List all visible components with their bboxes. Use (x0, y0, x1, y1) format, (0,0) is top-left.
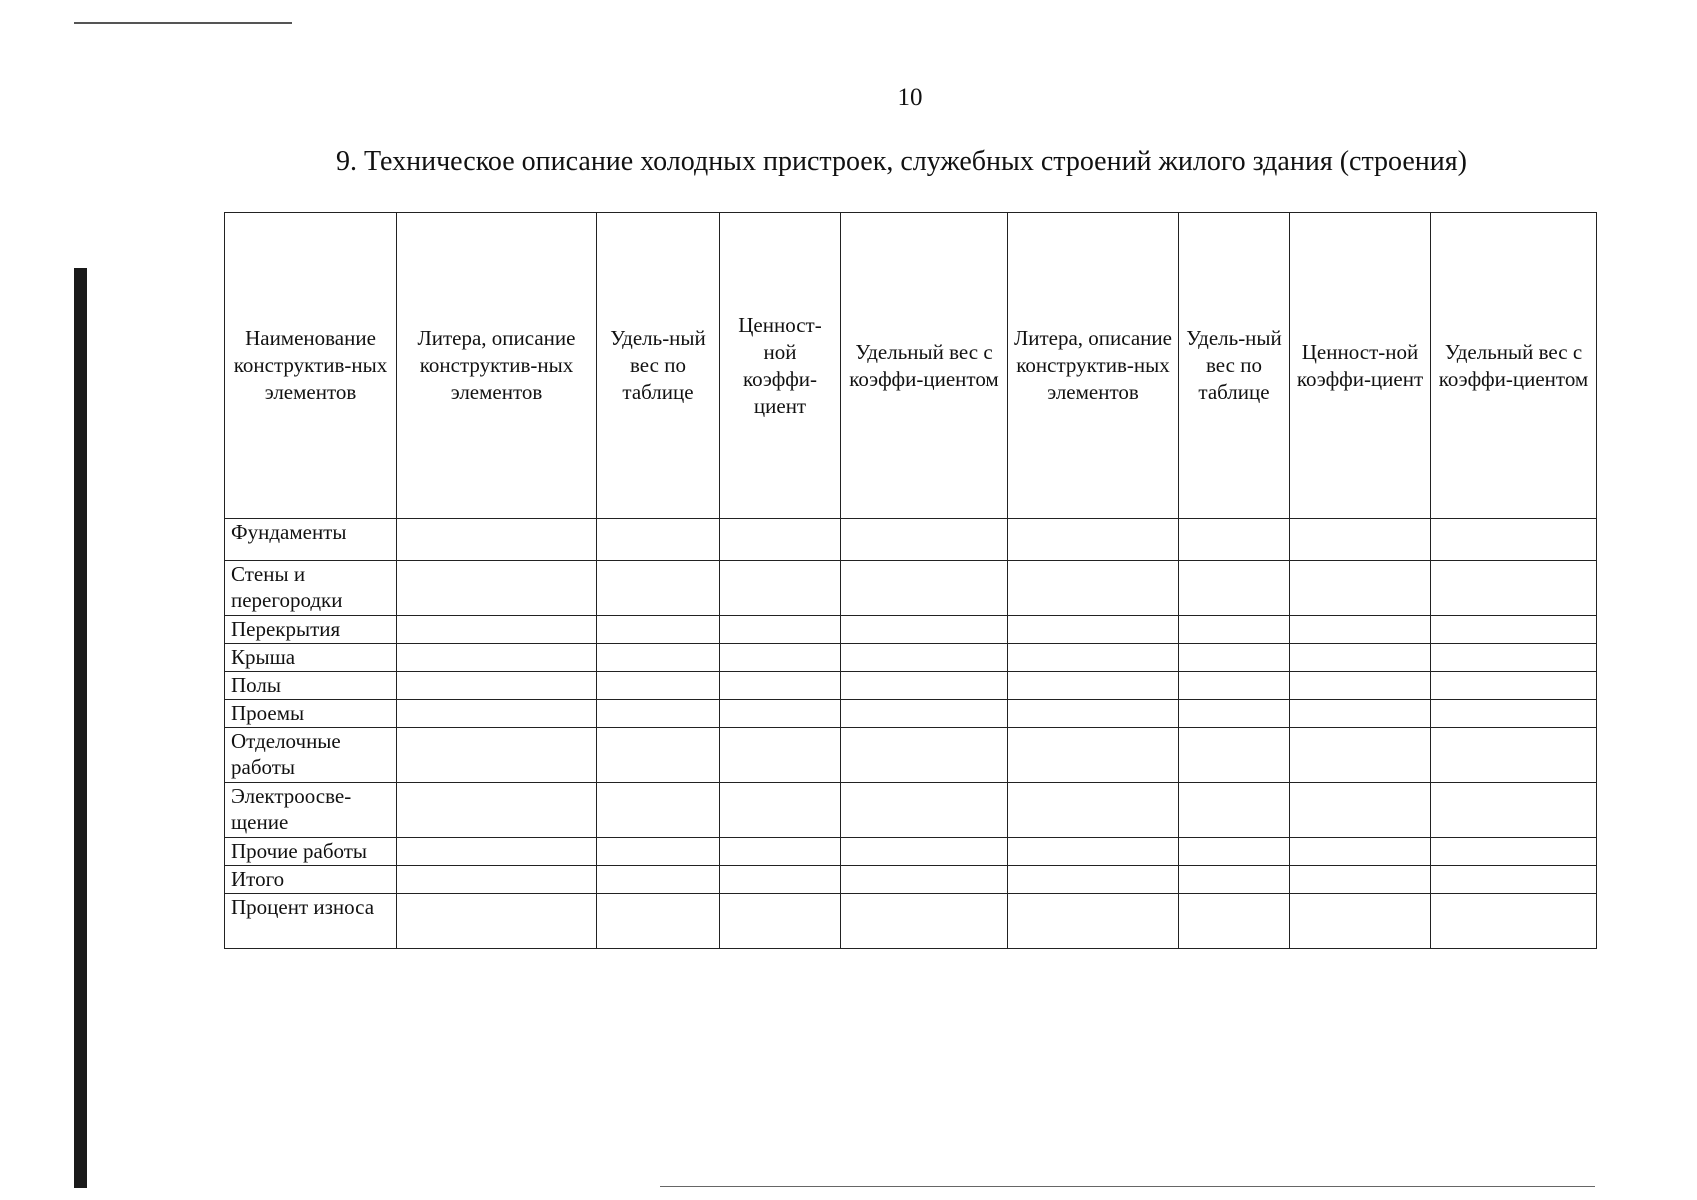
table-cell[interactable] (1290, 728, 1431, 783)
bottom-rule (660, 1186, 1595, 1187)
table-cell[interactable] (841, 672, 1008, 700)
table-cell[interactable] (1431, 616, 1597, 644)
header-specific-weight-table-2: Удель-ный вес по таблице (1179, 213, 1290, 519)
table-cell[interactable] (1008, 672, 1179, 700)
table-cell[interactable] (720, 894, 841, 949)
table-cell[interactable] (397, 616, 597, 644)
row-label-openings: Проемы (225, 700, 397, 728)
table-cell[interactable] (597, 519, 720, 561)
table-cell[interactable] (1179, 728, 1290, 783)
table-cell[interactable] (1179, 866, 1290, 894)
table-cell[interactable] (1179, 838, 1290, 866)
table-cell[interactable] (597, 728, 720, 783)
table-cell[interactable] (720, 728, 841, 783)
table-cell[interactable] (1179, 644, 1290, 672)
technical-description-table (224, 212, 1597, 949)
table-cell[interactable] (1290, 644, 1431, 672)
table-cell[interactable] (1179, 783, 1290, 838)
table-cell[interactable] (397, 700, 597, 728)
table-cell[interactable] (1431, 728, 1597, 783)
table-cell[interactable] (1431, 561, 1597, 616)
table-row (225, 894, 1597, 949)
table-cell[interactable] (720, 700, 841, 728)
table-cell[interactable] (1008, 894, 1179, 949)
row-label-electric-lighting: Электроосве-щение (225, 783, 397, 838)
table-cell[interactable] (597, 561, 720, 616)
table-cell[interactable] (1008, 783, 1179, 838)
table-cell[interactable] (841, 838, 1008, 866)
header-litera-description-1: Литера, описание конструктив-ных элементов (397, 213, 597, 519)
binding-edge (74, 268, 87, 1188)
table-cell[interactable] (397, 644, 597, 672)
table-cell[interactable] (1008, 700, 1179, 728)
table-cell[interactable] (397, 672, 597, 700)
table-row (225, 644, 1597, 672)
header-value-coefficient-1: Ценност-ной коэффи-циент (720, 213, 841, 519)
table-cell[interactable] (1431, 519, 1597, 561)
table-cell[interactable] (720, 866, 841, 894)
header-specific-weight-table-1: Удель-ный вес по таблице (597, 213, 720, 519)
table-cell[interactable] (1431, 838, 1597, 866)
row-label-roof: Крыша (225, 644, 397, 672)
table-cell[interactable] (397, 561, 597, 616)
row-label-walls-partitions: Стены и перегородки (225, 561, 397, 616)
table-cell[interactable] (1179, 894, 1290, 949)
table-cell[interactable] (1008, 866, 1179, 894)
table-cell[interactable] (1431, 700, 1597, 728)
table-row (225, 866, 1597, 894)
table-row (225, 672, 1597, 700)
table-cell[interactable] (720, 838, 841, 866)
table-cell[interactable] (1431, 783, 1597, 838)
table-cell[interactable] (1431, 894, 1597, 949)
table-cell[interactable] (1179, 672, 1290, 700)
header-weighted-specific-weight-1: Удельный вес с коэффи-циентом (841, 213, 1008, 519)
table-cell[interactable] (720, 616, 841, 644)
table-cell[interactable] (397, 866, 597, 894)
header-row (225, 213, 1597, 519)
table-cell[interactable] (720, 672, 841, 700)
table-cell[interactable] (597, 866, 720, 894)
table-cell[interactable] (397, 894, 597, 949)
table-cell[interactable] (1290, 838, 1431, 866)
page-number: 10 (897, 84, 923, 111)
table-cell[interactable] (1431, 672, 1597, 700)
section-title: 9. Техническое описание холодных пристроек, служебных строений жилого здания (строения) (336, 146, 1467, 177)
table-row (225, 561, 1597, 616)
table-cell[interactable] (1008, 561, 1179, 616)
header-litera-description-2: Литера, описание конструктив-ных элементов (1008, 213, 1179, 519)
table-cell[interactable] (397, 838, 597, 866)
table-cell[interactable] (1290, 561, 1431, 616)
table-cell[interactable] (841, 866, 1008, 894)
row-label-floors-ceilings: Перекрытия (225, 616, 397, 644)
table-cell[interactable] (720, 783, 841, 838)
table-cell[interactable] (1008, 838, 1179, 866)
table-cell[interactable] (1431, 866, 1597, 894)
table-row (225, 616, 1597, 644)
table-cell[interactable] (597, 894, 720, 949)
table-cell[interactable] (1008, 728, 1179, 783)
table-cell[interactable] (1290, 783, 1431, 838)
header-value-coefficient-2: Ценност-ной коэффи-циент (1290, 213, 1431, 519)
table-cell[interactable] (1008, 519, 1179, 561)
table-cell[interactable] (841, 616, 1008, 644)
table-row (225, 519, 1597, 561)
table-cell[interactable] (1431, 644, 1597, 672)
table-cell[interactable] (720, 561, 841, 616)
table-cell[interactable] (1008, 644, 1179, 672)
table-cell[interactable] (1290, 700, 1431, 728)
table-cell[interactable] (397, 519, 597, 561)
table-row (225, 700, 1597, 728)
technical-description-table-wrapper (224, 212, 1596, 949)
header-element-name: Наименование конструктив-ных элементов (225, 213, 397, 519)
table-cell[interactable] (597, 838, 720, 866)
table-cell[interactable] (397, 728, 597, 783)
table-cell[interactable] (1179, 519, 1290, 561)
row-label-total: Итого (225, 866, 397, 894)
table-cell[interactable] (597, 700, 720, 728)
table-row (225, 783, 1597, 838)
table-cell[interactable] (841, 700, 1008, 728)
table-cell[interactable] (1290, 672, 1431, 700)
row-label-finishing-works: Отделочные работы (225, 728, 397, 783)
table-cell[interactable] (1290, 866, 1431, 894)
table-cell[interactable] (841, 728, 1008, 783)
table-cell[interactable] (1290, 519, 1431, 561)
table-cell[interactable] (1290, 894, 1431, 949)
table-cell[interactable] (720, 644, 841, 672)
header-weighted-specific-weight-2: Удельный вес с коэффи-циентом (1431, 213, 1597, 519)
table-cell[interactable] (841, 894, 1008, 949)
top-rule (74, 22, 292, 24)
row-label-wear-percent: Процент износа (225, 894, 397, 949)
table-row (225, 838, 1597, 866)
table-cell[interactable] (1290, 616, 1431, 644)
table-cell[interactable] (1179, 561, 1290, 616)
table-cell[interactable] (597, 783, 720, 838)
table-cell[interactable] (1179, 700, 1290, 728)
table-cell[interactable] (1008, 616, 1179, 644)
row-label-other-works: Прочие работы (225, 838, 397, 866)
row-label-foundations: Фундаменты (225, 519, 397, 561)
table-cell[interactable] (720, 519, 841, 561)
table-row (225, 728, 1597, 783)
table-cell[interactable] (397, 783, 597, 838)
table-cell[interactable] (841, 644, 1008, 672)
row-label-floors: Полы (225, 672, 397, 700)
table-cell[interactable] (841, 561, 1008, 616)
table-cell[interactable] (841, 783, 1008, 838)
table-cell[interactable] (1179, 616, 1290, 644)
table-cell[interactable] (841, 519, 1008, 561)
table-cell[interactable] (597, 644, 720, 672)
table-cell[interactable] (597, 616, 720, 644)
table-cell[interactable] (597, 672, 720, 700)
